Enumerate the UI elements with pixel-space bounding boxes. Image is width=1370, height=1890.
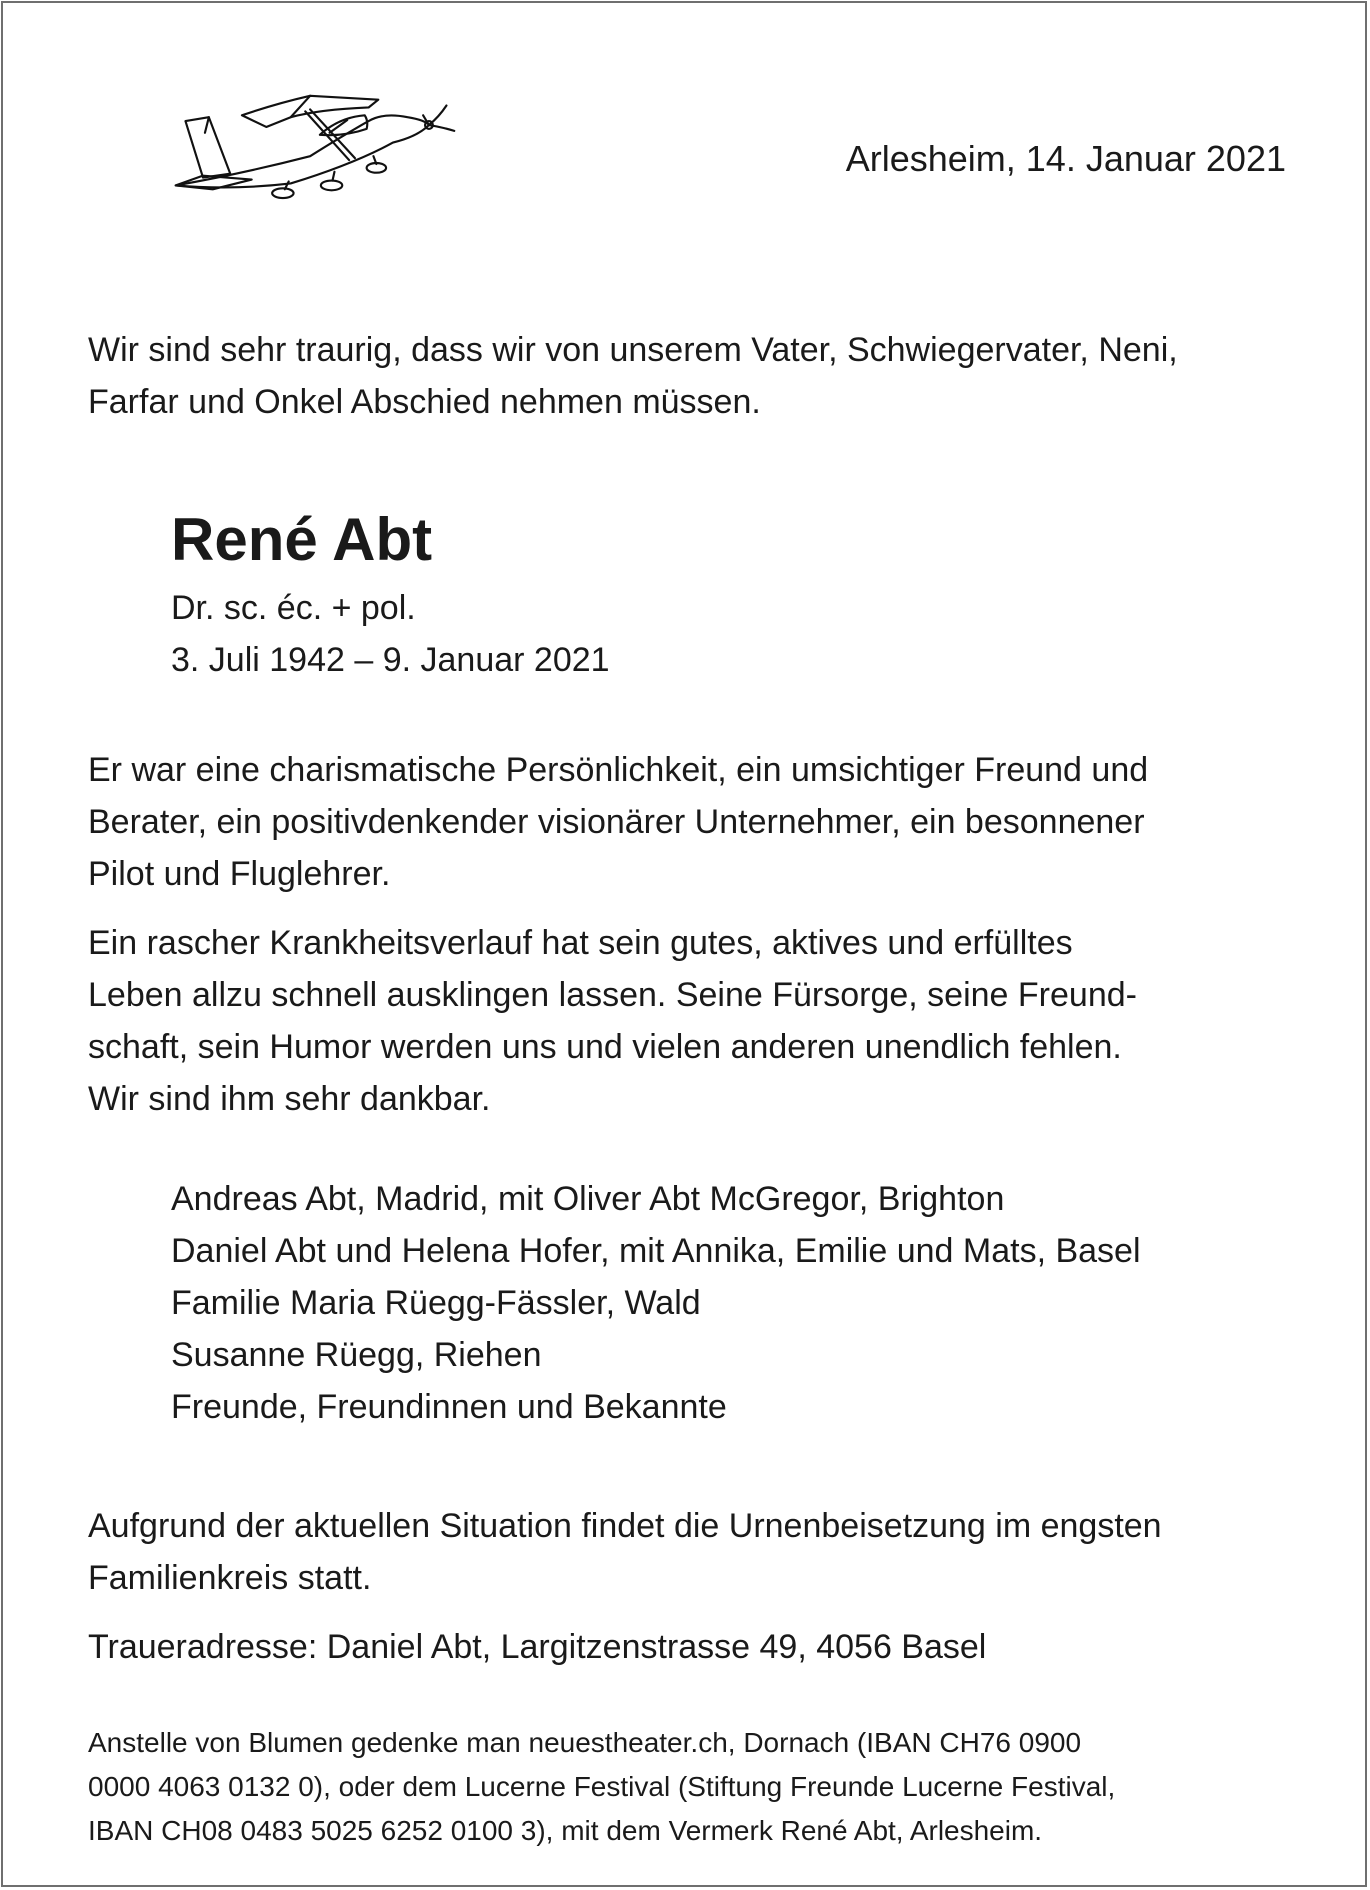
bio-line: Er war eine charismatische Persönlichkeit, ein umsichtiger Freund und: [88, 751, 1149, 789]
place-date: Arlesheim, 14. Januar 2021: [845, 138, 1286, 179]
mourner-item: Familie Maria Rüegg-Fässler, Wald: [171, 1284, 701, 1322]
address-line: Traueradresse: Daniel Abt, Largitzenstrasse 49, 4056 Basel: [88, 1628, 987, 1666]
donation-notice: [88, 1721, 1115, 1853]
mourner-item: Andreas Abt, Madrid, mit Oliver Abt McGregor, Brighton: [171, 1180, 1005, 1218]
biography-paragraph: [88, 744, 1288, 900]
mourner-item: Freunde, Freundinnen und Bekannte: [171, 1388, 727, 1426]
donation-line: 0000 4063 0132 0), oder dem Lucerne Festival (Stiftung Freunde Lucerne Festival,: [88, 1771, 1116, 1802]
deceased-dates: 3. Juli 1942 – 9. Januar 2021: [171, 641, 610, 679]
bio-line: Wir sind ihm sehr dankbar.: [88, 1080, 491, 1118]
deceased-title: Dr. sc. éc. + pol.: [171, 589, 416, 627]
airplane-icon: [172, 88, 458, 200]
bio-line: Ein rascher Krankheitsverlauf hat sein gutes, aktives und erfülltes: [88, 924, 1073, 962]
bio-line: Pilot und Fluglehrer.: [88, 855, 391, 893]
intro-line: Wir sind sehr traurig, dass wir von unserem Vater, Schwiegervater, Neni,: [88, 331, 1178, 369]
bio-line: schaft, sein Humor werden uns und vielen anderen unendlich fehlen.: [88, 1028, 1122, 1066]
bio-line: Berater, ein positivdenkender visionärer Unternehmer, ein besonnener: [88, 803, 1145, 841]
donation-line: IBAN CH08 0483 5025 6252 0100 3), mit dem Vermerk René Abt, Arlesheim.: [88, 1815, 1043, 1846]
mourners-list: [171, 1173, 1141, 1433]
biography-paragraph: [88, 917, 1288, 1125]
intro-text: [88, 324, 1288, 428]
mourner-item: Susanne Rüegg, Riehen: [171, 1336, 542, 1374]
donation-line: Anstelle von Blumen gedenke man neuestheater.ch, Dornach (IBAN CH76 0900: [88, 1727, 1082, 1758]
mourner-item: Daniel Abt und Helena Hofer, mit Annika, Emilie und Mats, Basel: [171, 1232, 1141, 1270]
deceased-name: René Abt: [171, 506, 433, 573]
intro-line: Farfar und Onkel Abschied nehmen müssen.: [88, 383, 761, 421]
mourning-address: [88, 1621, 1288, 1673]
burial-notice: [88, 1500, 1288, 1604]
deceased-block: [171, 500, 610, 686]
notice-line: Aufgrund der aktuellen Situation findet die Urnenbeisetzung im engsten: [88, 1507, 1162, 1545]
bio-line: Leben allzu schnell ausklingen lassen. Seine Fürsorge, seine Freund-: [88, 976, 1137, 1014]
notice-line: Familienkreis statt.: [88, 1559, 372, 1597]
